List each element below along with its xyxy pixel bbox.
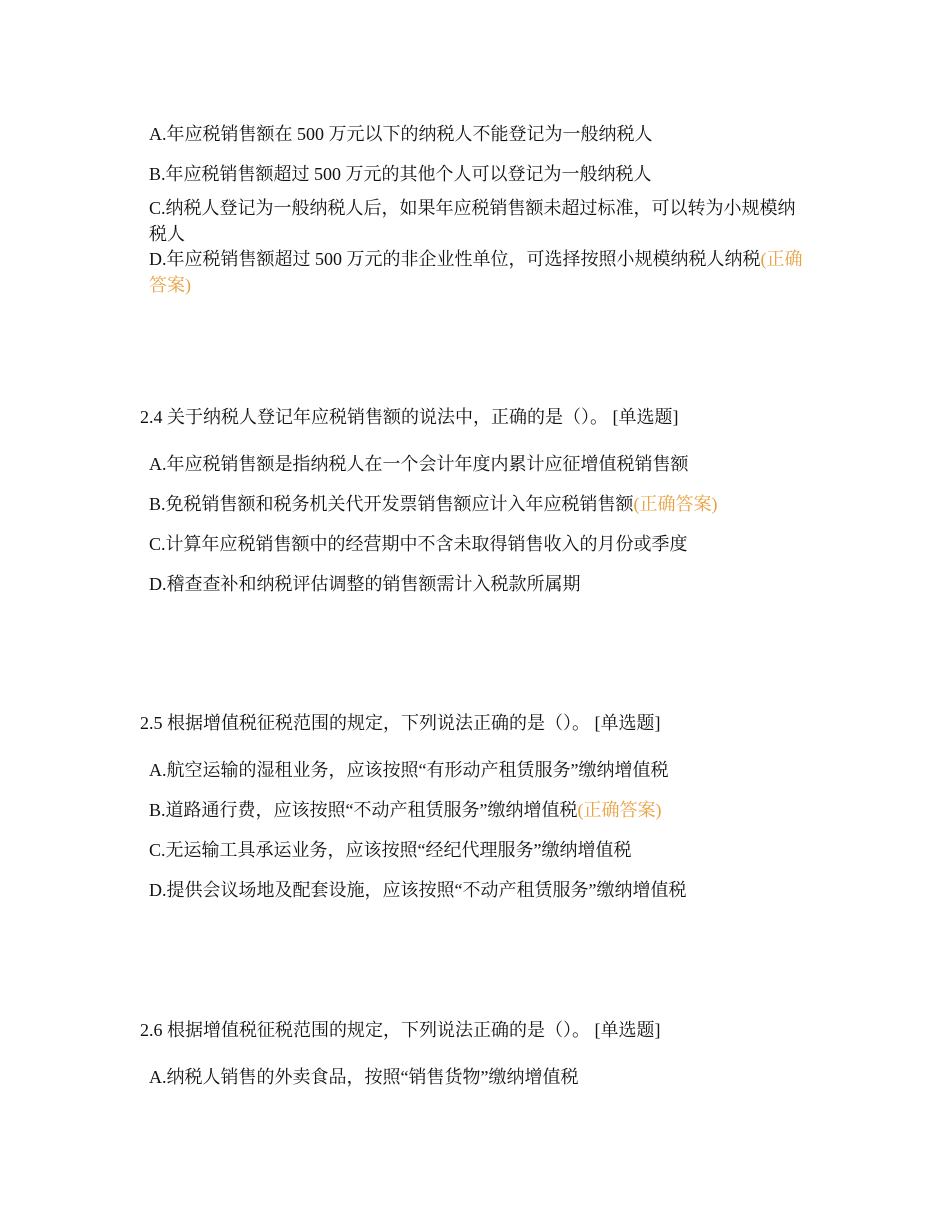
option-text: A.年应税销售额在 500 万元以下的纳税人不能登记为一般纳税人 — [149, 124, 653, 144]
option-text: D.提供会议场地及配套设施，应该按照“不动产租赁服务”缴纳增值税 — [149, 880, 687, 900]
option-a — [149, 1064, 809, 1090]
option-text: C.无运输工具承运业务，应该按照“经纪代理服务”缴纳增值税 — [149, 840, 632, 860]
option-text: B.年应税销售额超过 500 万元的其他个人可以登记为一般纳税人 — [149, 164, 652, 184]
option-d — [149, 246, 809, 298]
option-text: C.纳税人登记为一般纳税人后，如果年应税销售额未超过标准，可以转为小规模纳税人 — [149, 198, 796, 244]
option-c — [149, 531, 809, 557]
option-text: B.道路通行费，应该按照“不动产租赁服务”缴纳增值税 — [149, 800, 578, 820]
option-text: C.计算年应税销售额中的经营期中不含未取得销售收入的月份或季度 — [149, 534, 688, 554]
option-b — [149, 797, 809, 823]
option-text: A.纳税人销售的外卖食品，按照“销售货物”缴纳增值税 — [149, 1067, 579, 1087]
option-c — [149, 837, 809, 863]
option-a — [149, 121, 809, 147]
option-text: D.稽查查补和纳税评估调整的销售额需计入税款所属期 — [149, 574, 581, 594]
correct-answer-mark: (正确答案) — [577, 800, 662, 820]
correct-answer-mark: (正确答案) — [633, 494, 718, 514]
option-b — [149, 161, 809, 187]
option-b — [149, 491, 849, 517]
option-text: A.年应税销售额是指纳税人在一个会计年度内累计应征增值税销售额 — [149, 454, 689, 474]
option-a — [149, 451, 809, 477]
option-text: B.免税销售额和税务机关代开发票销售额应计入年应税销售额 — [149, 494, 634, 514]
question-title: 2.5 根据增值税征税范围的规定，下列说法正确的是（）。 [单选题] — [140, 713, 661, 733]
option-d — [149, 571, 809, 597]
correct-answer-mark: (正确答案) — [149, 249, 803, 295]
question-title: 2.6 根据增值税征税范围的规定，下列说法正确的是（）。 [单选题] — [140, 1020, 661, 1040]
option-text: A.航空运输的湿租业务，应该按照“有形动产租赁服务”缴纳增值税 — [149, 760, 669, 780]
option-a — [149, 757, 809, 783]
option-text: D.年应税销售额超过 500 万元的非企业性单位，可选择按照小规模纳税人纳税 — [149, 249, 761, 269]
option-c — [149, 195, 809, 247]
question-title: 2.4 关于纳税人登记年应税销售额的说法中，正确的是（）。 [单选题] — [140, 407, 679, 427]
option-d — [149, 877, 809, 903]
